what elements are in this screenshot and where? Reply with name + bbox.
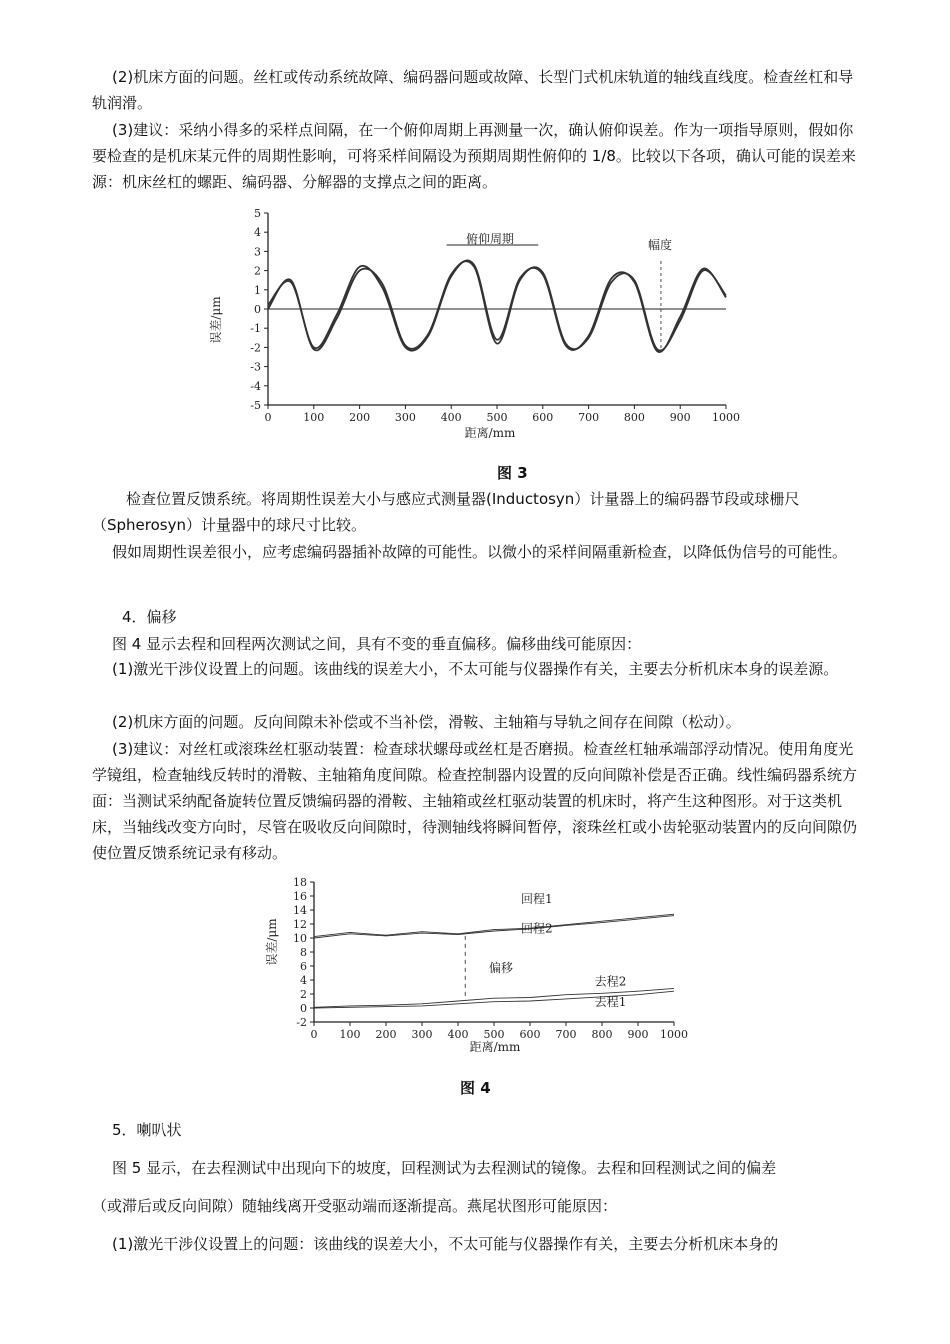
x-tick-label: 600 — [519, 1028, 541, 1041]
x-tick-label: 1000 — [712, 411, 740, 424]
y-tick-label: 1 — [254, 283, 261, 297]
paragraph-suggestion: (3)建议：采纳小得多的采样点间隔，在一个俯仰周期上再测量一次，确认俯仰误差。作为一项指导原则，假如你要检查的是机床某元件的周期性影响，可将采样间隔设为预期周期性俯仰的 1/8。比较以下各项，确认可能的误差来源：机床丝杠的螺距、编码器、分解器的支撑点之间的距离。 — [92, 121, 856, 191]
y-tick-label: 12 — [293, 918, 307, 931]
series-line-1 — [268, 261, 726, 350]
paragraph-flare-intro: 图 5 显示，在去程测试中出现向下的坡度，回程测试为去程测试的镜像。去程和回程测试之间的偏差 — [112, 1159, 777, 1177]
x-tick-label: 200 — [349, 411, 371, 424]
x-tick-label: 300 — [411, 1028, 433, 1041]
x-tick-label: 100 — [339, 1028, 361, 1041]
x-tick-label: 300 — [394, 411, 416, 424]
x-tick-label: 100 — [303, 411, 325, 424]
section-heading-flare: 5．喇叭状 — [112, 1121, 182, 1139]
figure-4-caption: 图 4 — [460, 1079, 491, 1097]
series-line-2 — [268, 260, 726, 352]
series-label: 回程2 — [521, 921, 553, 936]
y-tick-label: 10 — [293, 932, 307, 945]
paragraph-feedback-check: 检查位置反馈系统。将周期性误差大小与感应式测量器(Inductosyn）计量器上的编码器节段或球栅尺（Spherosyn）计量器中的球尺寸比较。 — [92, 490, 800, 534]
y-tick-label: -1 — [250, 322, 261, 336]
y-tick-label: 14 — [293, 904, 307, 917]
amplitude-label: 幅度 — [647, 238, 673, 252]
figure-3-caption: 图 3 — [497, 464, 528, 482]
x-tick-label: 900 — [669, 411, 691, 424]
paragraph-flare-laser: (1)激光干涉仪设置上的问题：该曲线的误差大小，不太可能与仪器操作有关，主要去分析机床本身的 — [112, 1235, 779, 1253]
y-tick-label: -2 — [250, 341, 261, 355]
paragraph-laser-setup: (1)激光干涉仪设置上的问题。该曲线的误差大小，不太可能与仪器操作有关，主要去分析机床本身的误差源。 — [112, 660, 839, 678]
x-axis-label: 距离/mm — [464, 426, 516, 440]
y-tick-label: -5 — [250, 399, 261, 412]
pitch-period-label: 俯仰周期 — [465, 232, 515, 246]
series-label: 去程1 — [594, 994, 627, 1009]
paragraph-small-error: 假如周期性误差很小，应考虑编码器插补故障的可能性。以微小的采样间隔重新检查，以降低伪信号的可能性。 — [112, 543, 848, 561]
x-tick-label: 500 — [483, 1028, 505, 1041]
y-tick-label: -2 — [296, 1016, 307, 1029]
y-tick-label: 3 — [254, 245, 261, 259]
y-tick-label: 0 — [254, 303, 261, 316]
y-tick-label: 2 — [254, 264, 261, 278]
x-tick-label: 0 — [310, 1028, 318, 1041]
x-tick-label: 700 — [578, 411, 600, 424]
x-tick-label: 500 — [486, 411, 508, 424]
paragraph-ballscrew: (3)建议：对丝杠或滚珠丝杠驱动装置：检查球状螺母或丝杠是否磨损。检查丝杠轴承端部浮动情况。使用角度光学镜组，检查轴线反转时的滑鞍、主轴箱角度间隙。检查控制器内设置的反向间隙补偿是否正确。线性编码器系统方面：当测试采纳配备旋转位置反馈编码器的滑鞍、主轴箱或丝杠驱动装置的机床时，将产生这种图形。对于这类机床，当轴线改变方向时，尽管在吸收反向间隙时，待测轴线将瞬间暂停，滚珠丝杠或小齿轮驱动装置内的反向间隙仍使位置反馈系统记录有移动。 — [92, 740, 858, 862]
figure-4-chart — [260, 872, 700, 1057]
paragraph-flare-cause: （或滞后或反向间隙）随轴线离开受驱动端而逐渐提高。燕尾状图形可能原因： — [92, 1197, 618, 1215]
y-tick-label: 18 — [293, 876, 307, 889]
x-tick-label: 800 — [591, 1028, 613, 1041]
y-tick-label: 0 — [300, 1002, 307, 1015]
figure-3-chart — [190, 205, 760, 445]
y-tick-label: 4 — [254, 226, 261, 240]
series-label: 回程1 — [521, 892, 553, 906]
series-line-1 — [314, 914, 674, 936]
offset-label: 偏移 — [489, 961, 514, 975]
section-heading-offset: 4．偏移 — [122, 608, 177, 626]
x-axis-label: 距离/mm — [469, 1040, 521, 1054]
x-tick-label: 700 — [555, 1028, 577, 1041]
x-tick-label: 600 — [532, 411, 554, 424]
paragraph-machine-issues: (2)机床方面的问题。丝杠或传动系统故障、编码器问题或故障、长型门式机床轨道的轴线直线度。检查丝杠和导轨润滑。 — [92, 68, 854, 112]
y-tick-label: 5 — [254, 207, 261, 220]
series-line-2 — [314, 916, 674, 938]
x-tick-label: 1000 — [660, 1028, 688, 1041]
y-axis-label: 误差/μm — [209, 296, 223, 344]
x-tick-label: 800 — [623, 411, 645, 424]
y-tick-label: 8 — [300, 946, 307, 959]
y-axis-label: 误差/μm — [265, 918, 279, 966]
y-tick-label: 16 — [293, 890, 307, 903]
x-tick-label: 0 — [264, 411, 272, 424]
paragraph-offset-intro: 图 4 显示去程和回程两次测试之间，具有不变的垂直偏移。偏移曲线可能原因： — [112, 635, 642, 653]
series-label: 去程2 — [594, 974, 627, 989]
x-tick-label: 200 — [375, 1028, 397, 1041]
x-tick-label: 400 — [447, 1028, 469, 1041]
y-tick-label: 4 — [300, 974, 307, 987]
y-tick-label: -3 — [250, 360, 261, 374]
x-tick-label: 900 — [627, 1028, 649, 1041]
y-tick-label: -4 — [250, 379, 261, 393]
x-tick-label: 400 — [440, 411, 462, 424]
y-tick-label: 6 — [300, 960, 307, 973]
y-tick-label: 2 — [300, 988, 307, 1001]
paragraph-backlash: (2)机床方面的问题。反向间隙未补偿或不当补偿，滑鞍、主轴箱与导轨之间存在间隙（松动）。 — [112, 713, 741, 731]
